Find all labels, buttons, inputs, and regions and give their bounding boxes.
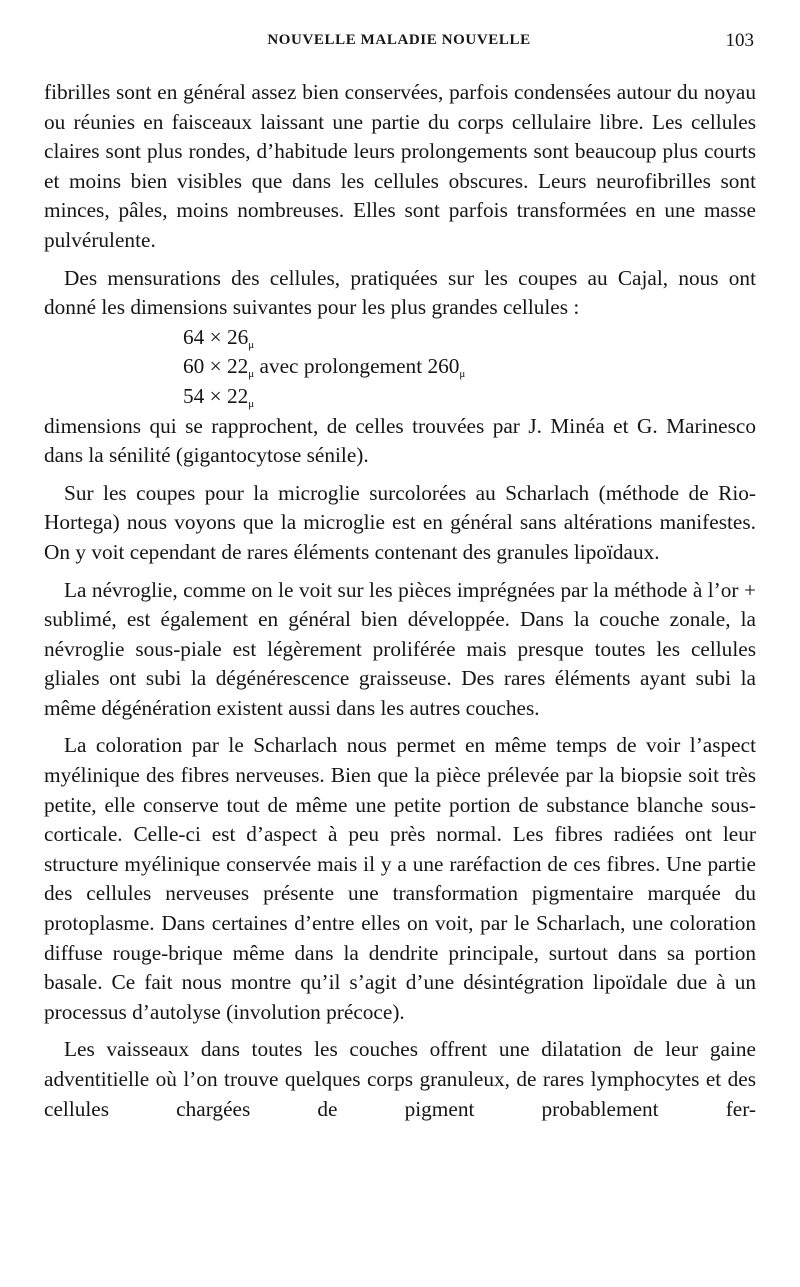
paragraph-3: dimensions qui se rapprochent, de celles trouvées par J. Minéa et G. Marinesco dans la sénilité (gigantocytose sénile). — [44, 413, 756, 468]
paragraph-4: Sur les coupes pour la microglie surcolorées au Scharlach (méthode de Rio-Hortega) nous voyons que la microglie est en général sans altérations manifestes. On y voit cependant de rares éléments contenant des granules lipoïdaux. — [44, 480, 756, 564]
measurement-unit: μ — [248, 397, 255, 410]
measurement-row — [183, 323, 756, 353]
measurement-row — [183, 352, 756, 382]
body-text — [44, 78, 756, 1124]
measurement-note: avec prolongement 260 — [254, 354, 460, 379]
measurement-row — [183, 382, 756, 412]
measurement-note-unit: μ — [459, 368, 466, 381]
running-head — [44, 30, 754, 58]
running-title: NOUVELLE MALADIE NOUVELLE — [267, 32, 531, 48]
page-number: 103 — [725, 30, 754, 51]
measurement-value: 60 × 22 — [183, 354, 249, 379]
paragraph-5: La névroglie, comme on le voit sur les pièces imprégnées par la méthode à l’or + sublimé, est également en général bien développée. Dans la couche zonale, la névroglie sous-piale est légèrement proliférée mais presque toutes les cellules gliales ont subi la dégénérescence graisseuse. Des rares éléments ayant subi la même dégénération existent aussi dans les autres couches. — [44, 577, 756, 720]
paragraph-7: Les vaisseaux dans toutes les couches offrent une dilatation de leur gaine adventitielle où l’on trouve quelques corps granuleux, de rares lymphocytes et des cellules chargées de pigment probablement fer- — [44, 1037, 756, 1121]
paragraph-6: La coloration par le Scharlach nous permet en même temps de voir l’aspect myélinique des fibres nerveuses. Bien que la pièce prélevée par la biopsie soit très petite, elle conserve tout de même une petite portion de substance blanche sous-corticale. Celle-ci est d’aspect à peu près normal. Les fibres radiées ont leur structure myélinique conservée mais il y a une raréfaction de ces fibres. Une partie des cellules nerveuses présente une transformation pigmentaire marquée du protoplasme. Dans certaines d’entre elles on voit, par le Scharlach, une coloration diffuse rouge-brique même dans la dendrite principale, surtout dans sa portion basale. Ce fait nous montre qu’il s’agit d’une désintégration lipoïdale due à un processus d’autolyse (involution précoce). — [44, 733, 756, 1024]
measurement-value: 64 × 26 — [183, 324, 249, 349]
measurements-list — [44, 323, 756, 412]
measurement-value: 54 × 22 — [183, 383, 249, 408]
measurement-unit: μ — [248, 368, 255, 381]
measurement-unit: μ — [248, 338, 255, 351]
paragraph-2: Des mensurations des cellules, pratiquées sur les coupes au Cajal, nous ont donné les dimensions suivantes pour les plus grandes cellules : — [44, 265, 756, 320]
paragraph-1: fibrilles sont en général assez bien conservées, parfois condensées autour du noyau ou réunies en faisceaux laissant une partie du corps cellulaire libre. Les cellules claires sont plus rondes, d’habitude leurs prolongements sont beaucoup plus courts et moins bien visibles que dans les cellules obscures. Leurs neurofibrilles sont minces, pâles, moins nombreuses. Elles sont parfois transformées en une masse pulvérulente. — [44, 80, 756, 252]
